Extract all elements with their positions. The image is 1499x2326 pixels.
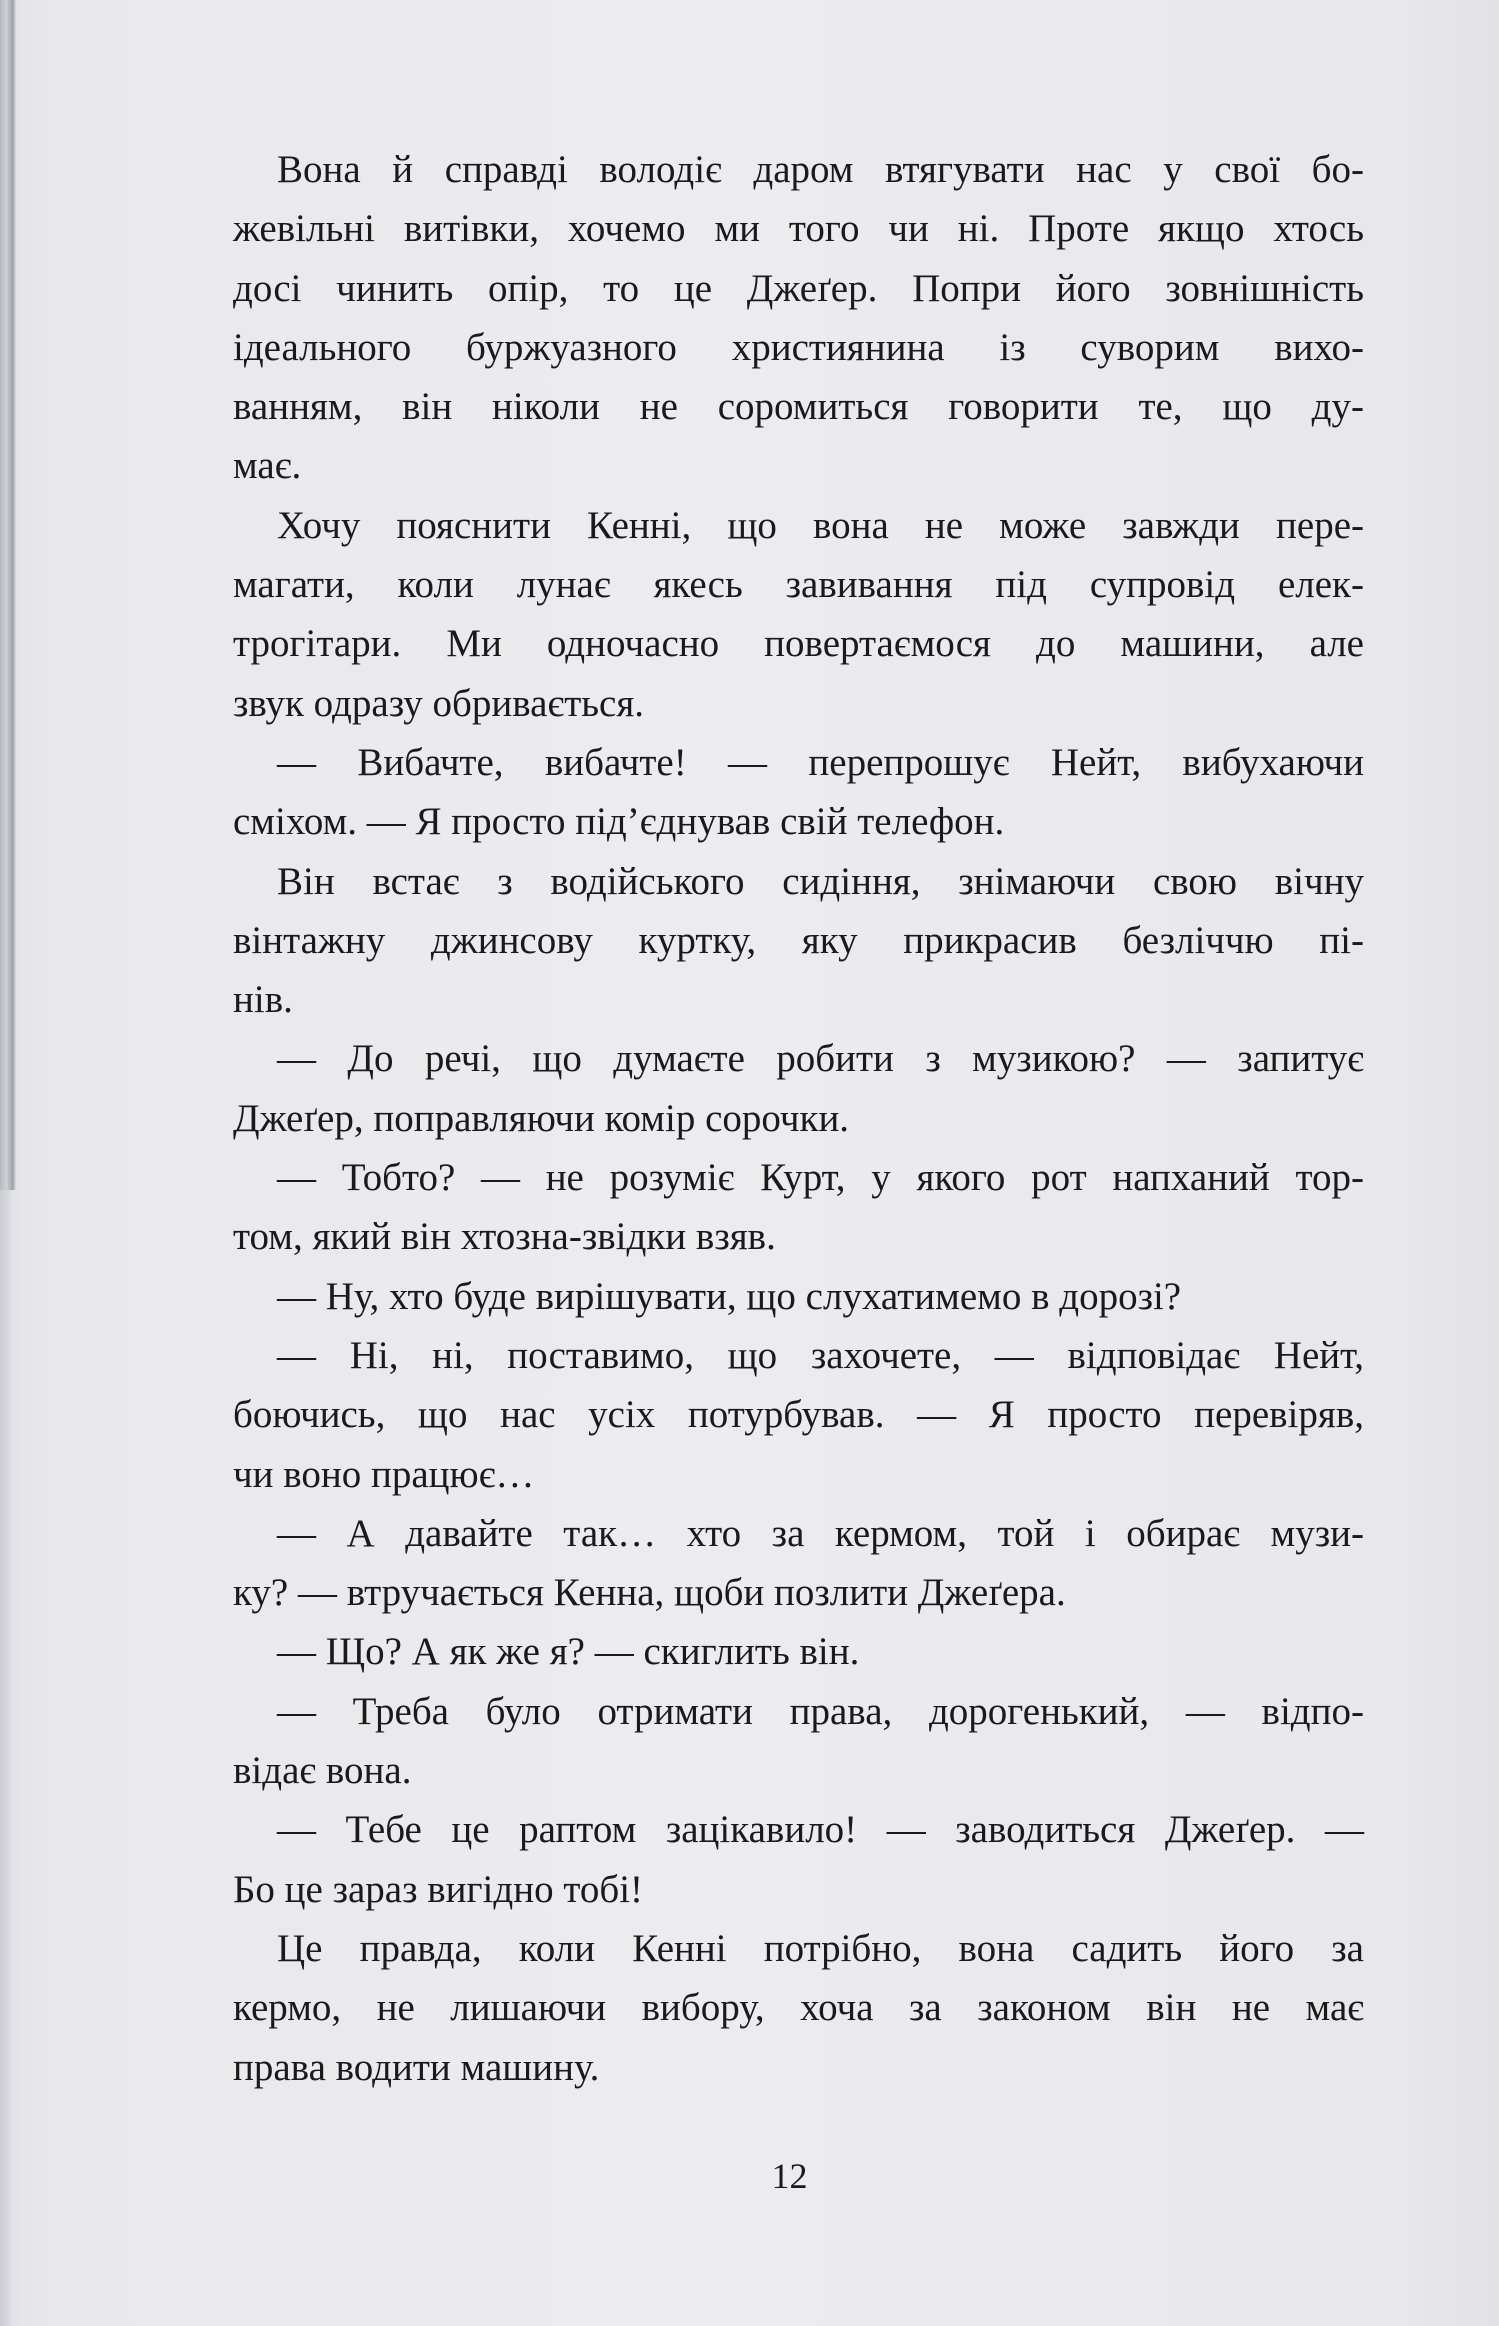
text-line: має. (233, 444, 302, 488)
text-line: Це правда, коли Кенні потрібно, вона садить його за (277, 1926, 1364, 1970)
text-line: — А давайте так… хто за кермом, той і обирає музи- (277, 1511, 1364, 1555)
text-line: Вона й справді володіє даром втягувати нас у свої бо- (277, 148, 1364, 191)
text-line: відає вона. (233, 1749, 412, 1793)
text-line: — Треба було отримати права, дорогенький, — відпо- (277, 1689, 1364, 1733)
page-number: 12 (771, 2156, 808, 2196)
paragraph (233, 852, 1364, 1030)
paragraph (233, 1267, 1364, 1326)
paragraph (233, 496, 1364, 733)
text-line: — Ні, ні, поставимо, що захочете, — відповідає Нейт, (277, 1333, 1364, 1377)
text-line: Бо це зараз вигідно тобі! (233, 1867, 644, 1911)
text-line: досі чинить опір, то це Джеґер. Попри його зовнішність (233, 266, 1364, 310)
paragraph (233, 140, 1364, 496)
text-line: звук одразу обривається. (233, 681, 645, 725)
paragraph (233, 1800, 1364, 1919)
text-line: вінтажну джинсову куртку, яку прикрасив безліччю пі- (233, 918, 1364, 962)
text-line: жевільні витівки, хочемо ми того чи ні. Проте якщо хтось (233, 207, 1364, 251)
text-line: ку? — втручається Кенна, щоби позлити Джеґера. (233, 1571, 1066, 1615)
text-line: — Ну, хто буде вирішувати, що слухатимемо в дорозі? (277, 1274, 1182, 1318)
paragraph (233, 733, 1364, 852)
text-line: Джеґер, поправляючи комір сорочки. (233, 1096, 850, 1140)
paragraph (233, 1029, 1364, 1148)
text-line: том, який він хтозна-звідки взяв. (233, 1215, 776, 1259)
text-line: кермо, не лишаючи вибору, хоча за законом він не має (233, 1986, 1364, 2030)
text-line: — Вибачте, вибачте! — перепрошує Нейт, вибухаючи (277, 740, 1364, 784)
paragraph (233, 1326, 1364, 1504)
text-line: нів. (233, 978, 293, 1022)
paragraph (233, 1504, 1364, 1623)
text-line: — Тебе це раптом зацікавило! — заводиться Джеґер. — (277, 1808, 1364, 1852)
text-line: ванням, він ніколи не соромиться говорити те, що ду- (233, 385, 1364, 429)
body-text (233, 140, 1364, 2097)
paragraph (233, 1622, 1364, 1681)
text-line: ідеального буржуазного християнина із суворим вихо- (233, 325, 1364, 369)
text-line: Він встає з водійського сидіння, знімаючи свою вічну (277, 859, 1364, 903)
text-line: магати, коли лунає якесь завивання під супровід елек- (233, 563, 1364, 607)
text-line: трогітари. Ми одночасно повертаємося до машини, але (233, 622, 1364, 666)
paragraph (233, 1919, 1364, 2097)
text-line: боючись, що нас усіх потурбував. — Я просто перевіряв, (233, 1393, 1364, 1437)
text-line: сміхом. — Я просто під’єднував свій телефон. (233, 800, 1005, 844)
paragraph (233, 1682, 1364, 1801)
text-line: — Що? А як же я? — скиглить він. (277, 1630, 860, 1674)
text-line: Хочу пояснити Кенні, що вона не може завжди пере- (277, 503, 1364, 547)
text-line: — Тобто? — не розуміє Курт, у якого рот напханий тор- (277, 1156, 1364, 1200)
text-line: чи воно працює… (233, 1452, 535, 1496)
page-edge (0, 0, 16, 1190)
text-line: права водити машину. (233, 2045, 600, 2089)
paragraph (233, 1148, 1364, 1267)
text-line: — До речі, що думаєте робити з музикою? — запитує (277, 1037, 1364, 1081)
